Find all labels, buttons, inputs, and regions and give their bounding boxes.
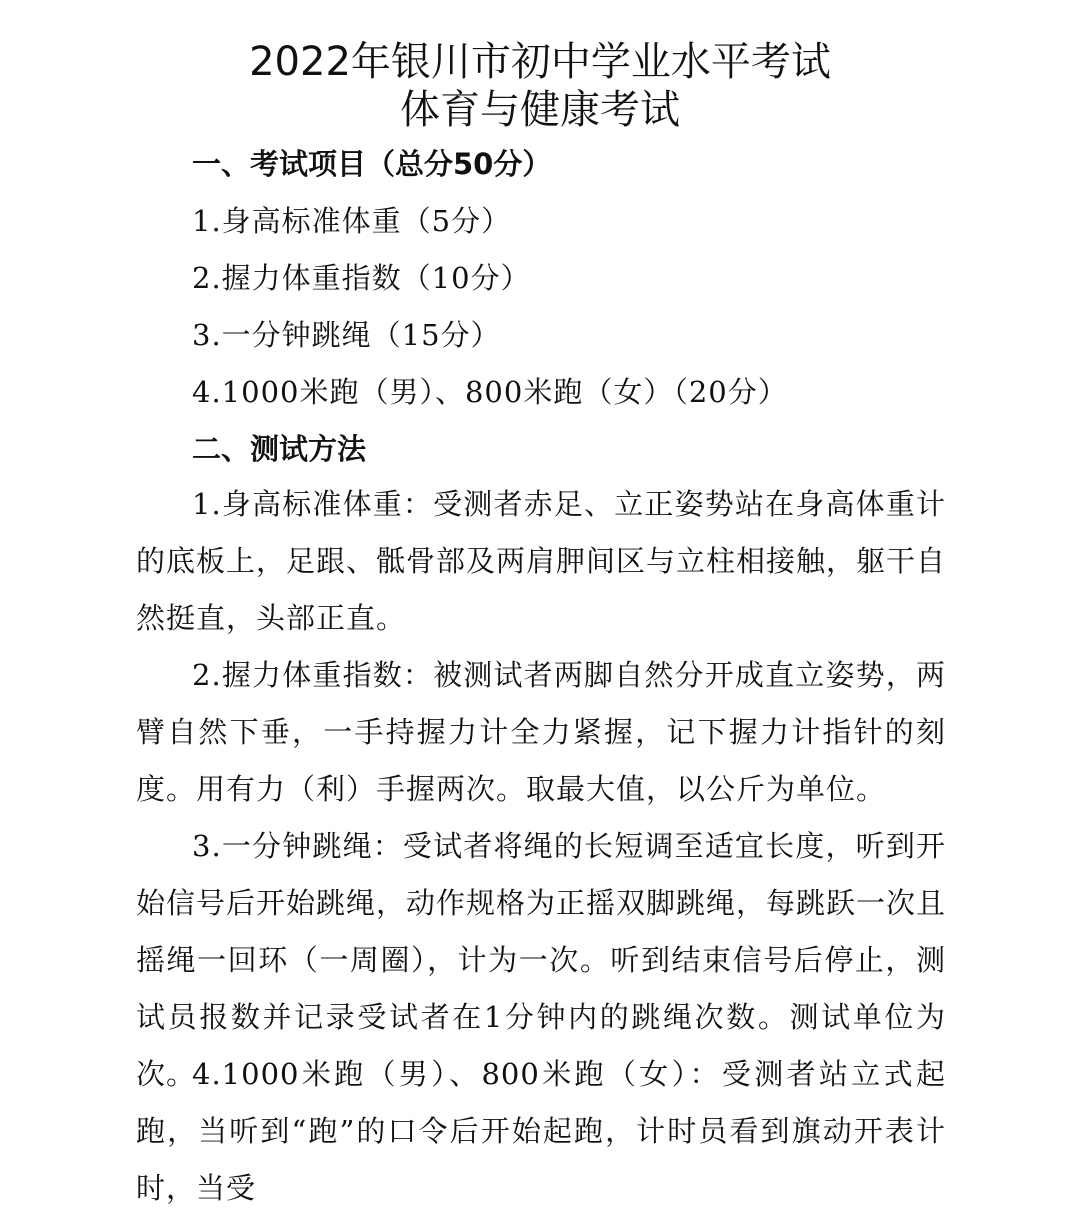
method-paragraph-height-weight: 1.身高标准体重：受测者赤足、立正姿势站在身高体重计的底板上，足跟、骶骨部及两肩胛间区与立柱相接触，躯干自然挺直，头部正直。 (136, 487, 947, 635)
document-title-line-1: 2022年银川市初中学业水平考试 (249, 39, 831, 85)
exam-item: 1.身高标准体重（5分） (192, 204, 512, 238)
exam-item: 4.1000米跑（男）、800米跑（女）（20分） (192, 375, 788, 409)
method-paragraph-running: 4.1000米跑（男）、800米跑（女）：受测者站立式起跑，当听到“跑”的口令后开始起跑，计时员看到旗动开表计时，当受 (136, 1057, 946, 1205)
exam-item: 3.一分钟跳绳（15分） (192, 318, 501, 352)
document-title-line-2: 体育与健康考试 (400, 87, 680, 133)
method-paragraph-grip-strength: 2.握力体重指数：被测试者两脚自然分开成直立姿势，两臂自然下垂，一手持握力计全力紧握，记下握力计指针的刻度。用有力（利）手握两次。取最大值，以公斤为单位。 (136, 658, 946, 806)
method-paragraph-rope-skipping: 3.一分钟跳绳：受试者将绳的长短调至适宜长度，听到开始信号后开始跳绳，动作规格为正摇双脚跳绳，每跳跃一次且摇绳一回环（一周圈），计为一次。听到结束信号后停止，测试员报数并记录受试者在1分钟内的跳绳次数。测试单位为次。 (136, 829, 947, 1091)
section-heading-test-methods: 二、测试方法 (192, 432, 367, 466)
exam-item: 2.握力体重指数（10分） (192, 261, 531, 295)
section-heading-exam-items: 一、考试项目（总分50分） (192, 147, 552, 181)
